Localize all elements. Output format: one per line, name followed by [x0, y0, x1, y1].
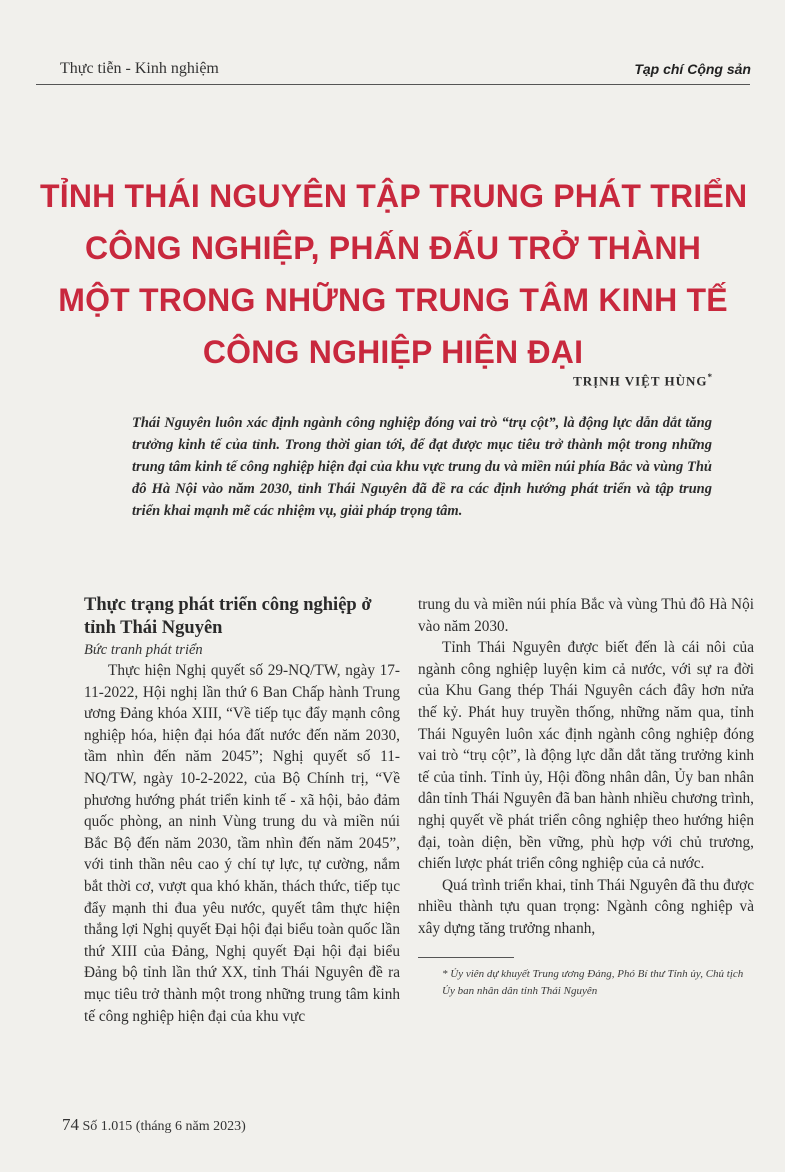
- page-number: 74: [62, 1115, 79, 1134]
- author-name: TRỊNH VIỆT HÙNG: [573, 373, 708, 389]
- body-paragraph: Quá trình triển khai, tỉnh Thái Nguyên đã thu được nhiều thành tựu quan trọng: Ngành công nghiệp và xây dựng tăng trưởng nhanh,: [418, 876, 754, 937]
- subheading: Bức tranh phát triển: [84, 642, 203, 658]
- footnote: * Ủy viên dự khuyết Trung ương Đảng, Phó Bí thư Tỉnh ủy, Chủ tịch Ủy ban nhân dân tỉnh Thái Nguyên: [442, 967, 744, 997]
- left-column: [84, 594, 400, 1027]
- section-label: Thực tiễn - Kinh nghiệm: [60, 60, 219, 77]
- title-line: MỘT TRONG NHỮNG TRUNG TÂM KINH TẾ: [58, 282, 728, 318]
- page-footer: [62, 1115, 246, 1135]
- author-footnote-mark: *: [707, 372, 713, 382]
- footnote-divider: [418, 957, 514, 958]
- journal-name: Tạp chí Cộng sản: [634, 61, 751, 77]
- body-paragraph-continuation: trung du và miền núi phía Bắc và vùng Thủ đô Hà Nội vào năm 2030.: [418, 596, 754, 635]
- issue-info: Số 1.015 (tháng 6 năm 2023): [82, 1119, 246, 1134]
- header-divider: [36, 84, 750, 85]
- author-byline: [573, 372, 713, 389]
- article-abstract: Thái Nguyên luôn xác định ngành công nghiệp đóng vai trò “trụ cột”, là động lực dẫn dắt tăng trưởng kinh tế của tỉnh. Trong thời gian tới, để đạt được mục tiêu trở thành một trong những trung tâm kinh tế công nghiệp hiện đại của khu vực trung du và miền núi phía Bắc và vùng Thủ đô Hà Nội vào năm 2030, tỉnh Thái Nguyên đã đề ra các định hướng phát triển và tập trung triển khai mạnh mẽ các nhiệm vụ, giải pháp trọng tâm.: [132, 415, 712, 519]
- right-column: [418, 594, 754, 1000]
- body-paragraph: Tỉnh Thái Nguyên được biết đến là cái nôi của ngành công nghiệp luyện kim cả nước, với sự ra đời của Khu Gang thép Thái Nguyên cách đây hơn nửa thế kỷ. Phát huy truyền thống, những năm qua, tỉnh Thái Nguyên luôn xác định ngành công nghiệp đóng vai trò “trụ cột”, là động lực dẫn dắt tăng trưởng kinh tế của tỉnh. Tỉnh ủy, Hội đồng nhân dân, Ủy ban nhân dân tỉnh Thái Nguyên đã ban hành nhiều chương trình, nghị quyết về phát triển công nghiệp theo hướng hiện đại, toàn diện, bền vững, phù hợp với chủ trương, chiến lược phát triển công nghiệp của cả nước.: [418, 639, 754, 873]
- section-heading: Thực trạng phát triển công nghiệp ở tỉnh Thái Nguyên: [84, 595, 372, 638]
- title-line: TỈNH THÁI NGUYÊN TẬP TRUNG PHÁT TRIỂN: [40, 178, 748, 214]
- title-line: CÔNG NGHIỆP, PHẤN ĐẤU TRỞ THÀNH: [84, 230, 702, 266]
- article-title: [40, 170, 746, 378]
- title-line: CÔNG NGHIỆP HIỆN ĐẠI: [202, 334, 584, 370]
- body-paragraph: Thực hiện Nghị quyết số 29-NQ/TW, ngày 17-11-2022, Hội nghị lần thứ 6 Ban Chấp hành Trung ương Đảng khóa XIII, “Về tiếp tục đẩy mạnh công nghiệp hóa, hiện đại hóa đất nước đến năm 2030, tầm nhìn đến năm 2045”; Nghị quyết số 11-NQ/TW, ngày 10-2-2022, của Bộ Chính trị, “Về phương hướng phát triển kinh tế - xã hội, bảo đảm quốc phòng, an ninh Vùng trung du và miền núi Bắc Bộ đến năm 2030, tầm nhìn đến năm 2045”, với tinh thần nêu cao ý chí tự lực, tự cường, nắm bắt thời cơ, vượt qua khó khăn, thách thức, tiếp tục đẩy mạnh thi đua yêu nước, quyết tâm thực hiện thắng lợi Nghị quyết Đại hội đại biểu toàn quốc lần thứ XIII của Đảng, Nghị quyết Đại hội đại biểu Đảng bộ tỉnh lần thứ XX, tỉnh Thái Nguyên đề ra mục tiêu trở thành một trong những trung tâm kinh tế công nghiệp hiện đại của khu vực: [84, 662, 400, 1025]
